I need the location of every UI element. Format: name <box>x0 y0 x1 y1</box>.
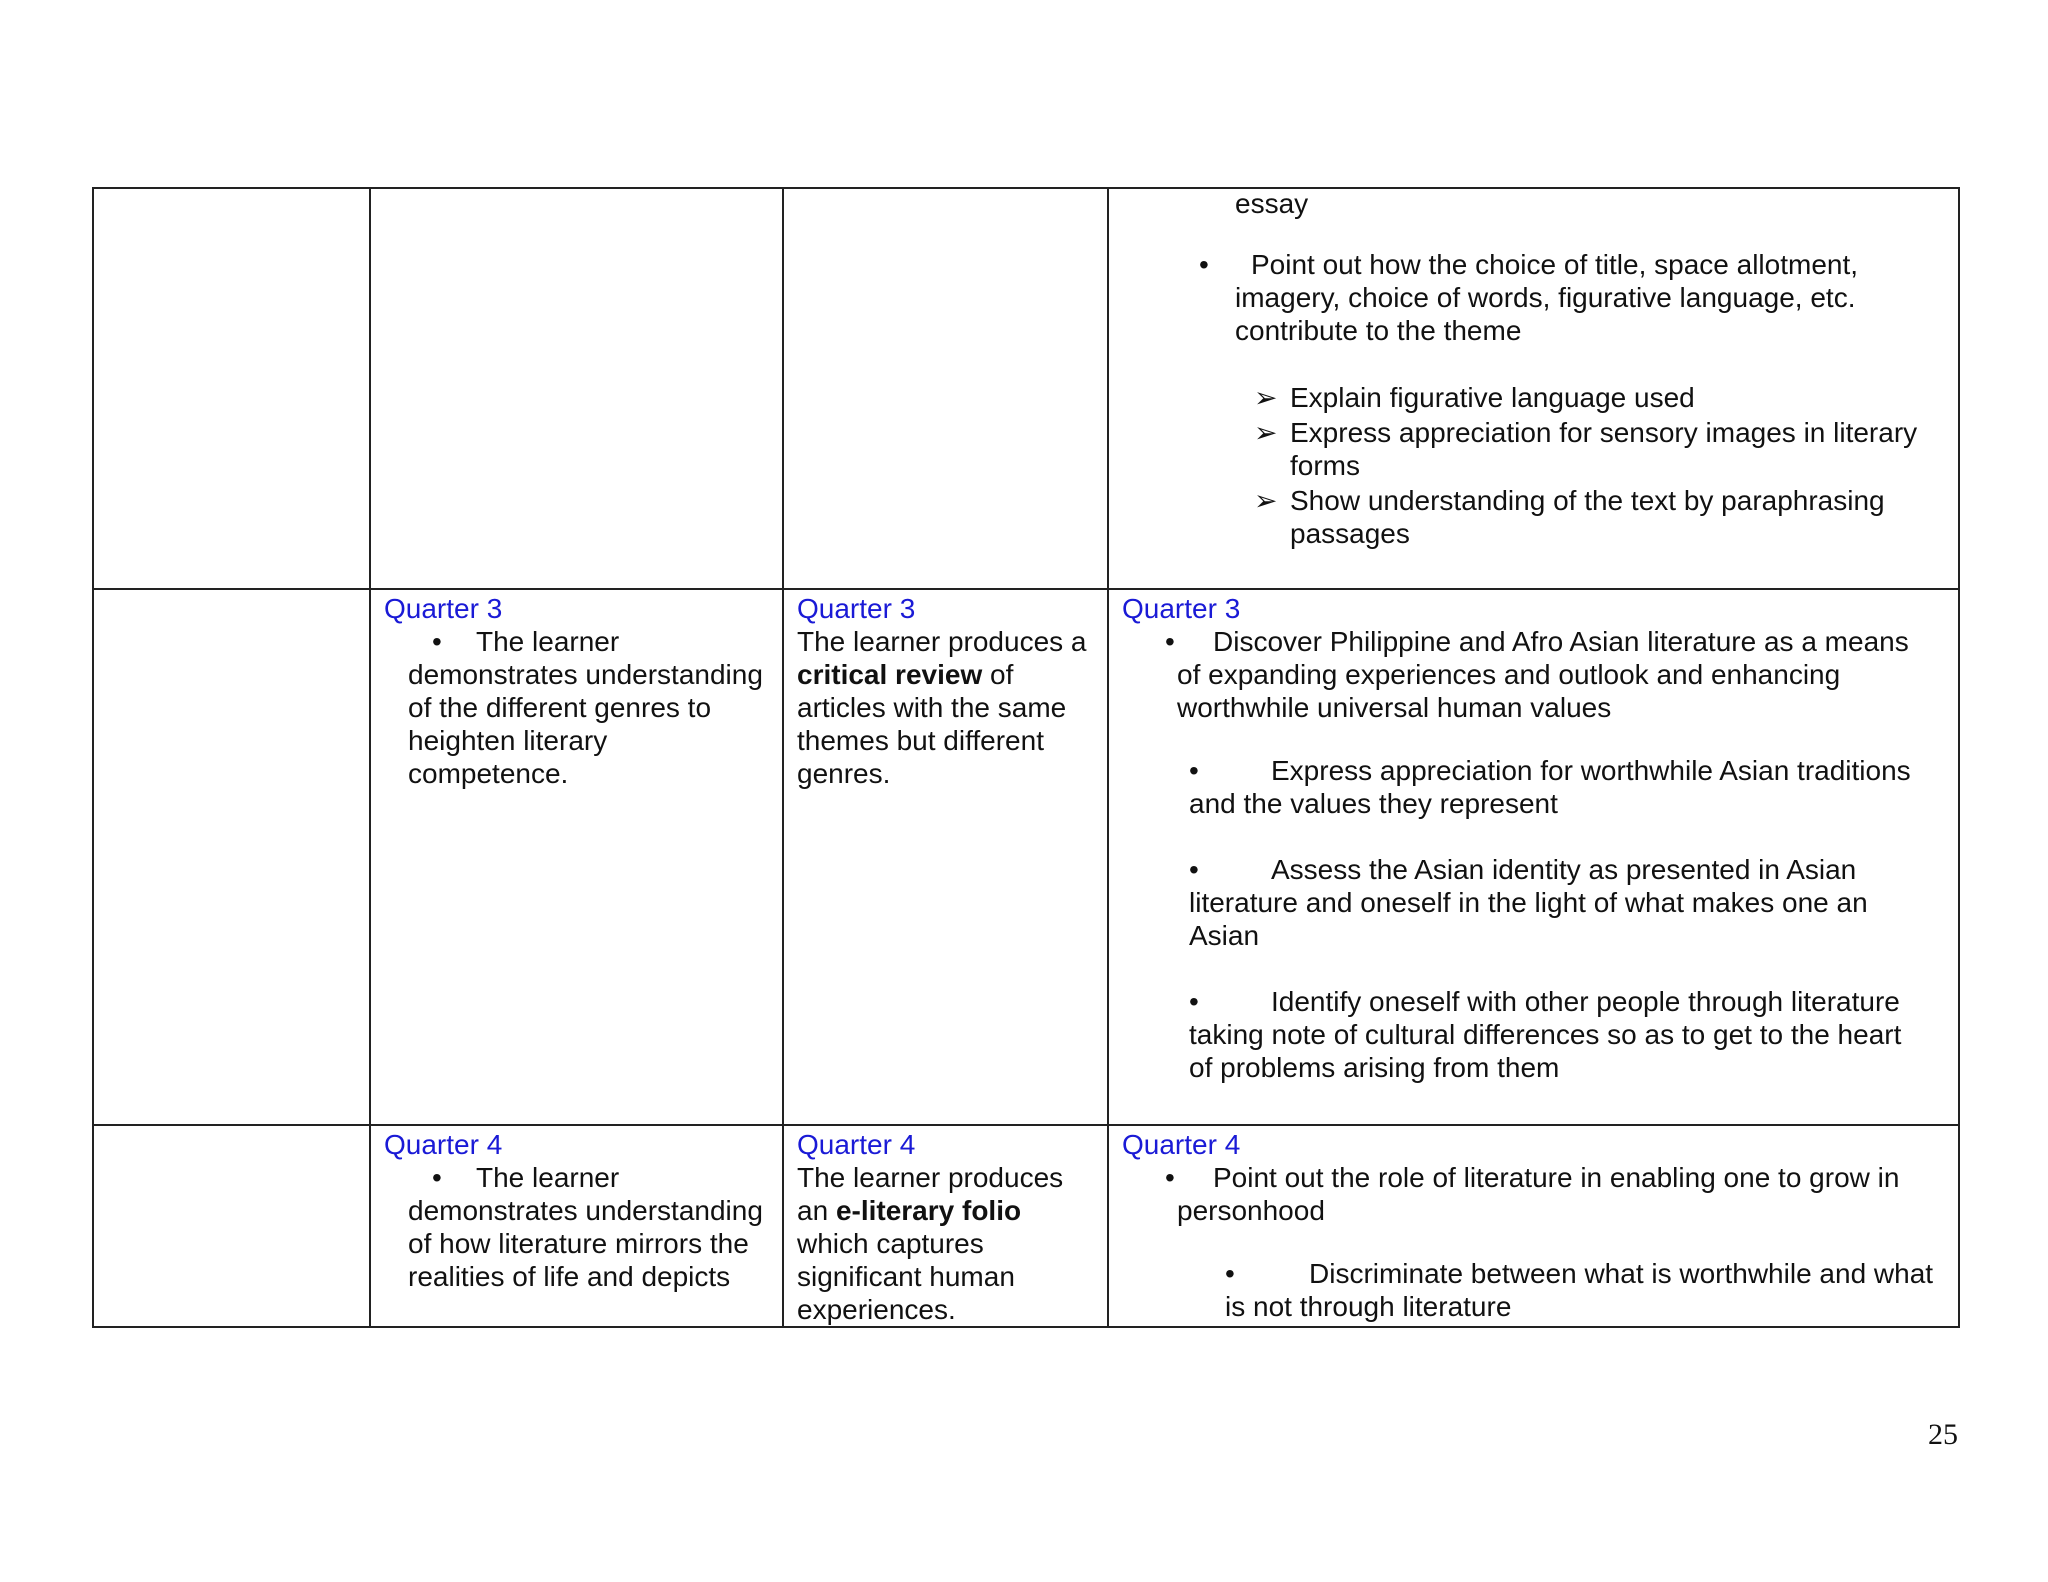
bullet-icon: • <box>1189 854 1199 885</box>
table-cell <box>1108 589 1959 1125</box>
table-cell <box>93 589 370 1125</box>
table-cell <box>783 1125 1108 1327</box>
bullet-icon: • <box>432 626 442 657</box>
bullet-text: Point out the role of literature in enabling one to grow in personhood <box>1177 1162 1900 1226</box>
table-cell <box>783 188 1108 589</box>
bullet-text: Point out how the choice of title, space allotment, imagery, choice of words, figurative language, etc. contribute to the theme <box>1235 249 1859 346</box>
bullet-text: Discover Philippine and Afro Asian literature as a means of expanding experiences and outlook and enhancing worthwhile universal human values <box>1177 626 1909 723</box>
quarter-label: Quarter 4 <box>1122 1129 1241 1160</box>
bullet-icon: • <box>1189 986 1199 1017</box>
arrow-bullet-icon: ➢ <box>1254 382 1278 413</box>
sub-item-text: Show understanding of the text by paraphrasing passages <box>1290 485 1885 549</box>
table-cell <box>93 1125 370 1327</box>
sub-item-text: Identify oneself with other people through literature taking note of cultural differences so as to get to the heart of problems arising from them <box>1189 986 1902 1083</box>
table-cell <box>93 188 370 589</box>
bullet-text: The learner demonstrates understanding of the different genres to heighten literary competence. <box>408 626 763 789</box>
table-cell <box>370 1125 783 1327</box>
bullet-icon: • <box>432 1162 442 1193</box>
list-item <box>1165 1161 1944 1227</box>
bold-term: e-literary folio <box>835 1195 1022 1226</box>
quarter-label: Quarter 3 <box>1122 593 1241 624</box>
sub-item-text: Assess the Asian identity as presented in Asian literature and oneself in the light of what makes one an Asian <box>1189 854 1868 951</box>
table-row <box>93 188 1959 589</box>
table-cell <box>1108 1125 1959 1327</box>
sub-item-text: Discriminate between what is worthwhile and what is not through literature <box>1225 1258 1934 1322</box>
continued-text: essay <box>1235 188 1309 219</box>
bold-term: critical review <box>797 659 983 690</box>
table-cell <box>1108 188 1959 589</box>
text-fragment: of articles with the same themes but different genres. <box>797 659 1067 789</box>
list-item <box>1254 484 1938 550</box>
table-cell <box>370 188 783 589</box>
list-item <box>1199 248 1918 347</box>
bullet-icon: • <box>1165 1162 1175 1193</box>
table-cell <box>370 589 783 1125</box>
list-item <box>408 1161 770 1293</box>
bullet-icon: • <box>1199 249 1209 280</box>
sub-item-text: Express appreciation for worthwhile Asian traditions and the values they represent <box>1189 755 1911 819</box>
sub-item-text: Explain figurative language used <box>1290 382 1695 413</box>
arrow-bullet-icon: ➢ <box>1254 485 1278 516</box>
list-item <box>1254 381 1938 414</box>
arrow-bullet-icon: ➢ <box>1254 417 1278 448</box>
text-fragment: The learner produces an <box>797 1162 1064 1226</box>
table-row <box>93 1125 1959 1327</box>
table-row <box>93 589 1959 1125</box>
quarter-label: Quarter 3 <box>384 593 503 624</box>
list-item <box>408 625 770 790</box>
bullet-text: The learner demonstrates understanding of how literature mirrors the realities of life and depicts <box>408 1162 763 1292</box>
quarter-label: Quarter 4 <box>797 1129 916 1160</box>
quarter-label: Quarter 3 <box>797 593 916 624</box>
product-text <box>797 625 1097 790</box>
bullet-icon: • <box>1225 1258 1235 1289</box>
table-cell <box>783 589 1108 1125</box>
text-fragment: The learner produces a <box>797 626 1087 657</box>
sub-item-text: Express appreciation for sensory images in literary forms <box>1290 417 1918 481</box>
product-text <box>797 1161 1097 1326</box>
page-number: 25 <box>1928 1418 1958 1451</box>
bullet-icon: • <box>1189 755 1199 786</box>
bullet-icon: • <box>1165 626 1175 657</box>
curriculum-table <box>92 187 1960 1328</box>
list-item <box>1122 754 1928 820</box>
list-item <box>1254 416 1938 482</box>
quarter-label: Quarter 4 <box>384 1129 503 1160</box>
text-fragment: which captures significant human experiences. <box>797 1228 1015 1325</box>
list-item <box>1122 985 1928 1084</box>
list-item <box>1122 1257 1944 1323</box>
list-item <box>1165 625 1928 724</box>
list-item <box>1122 853 1928 952</box>
